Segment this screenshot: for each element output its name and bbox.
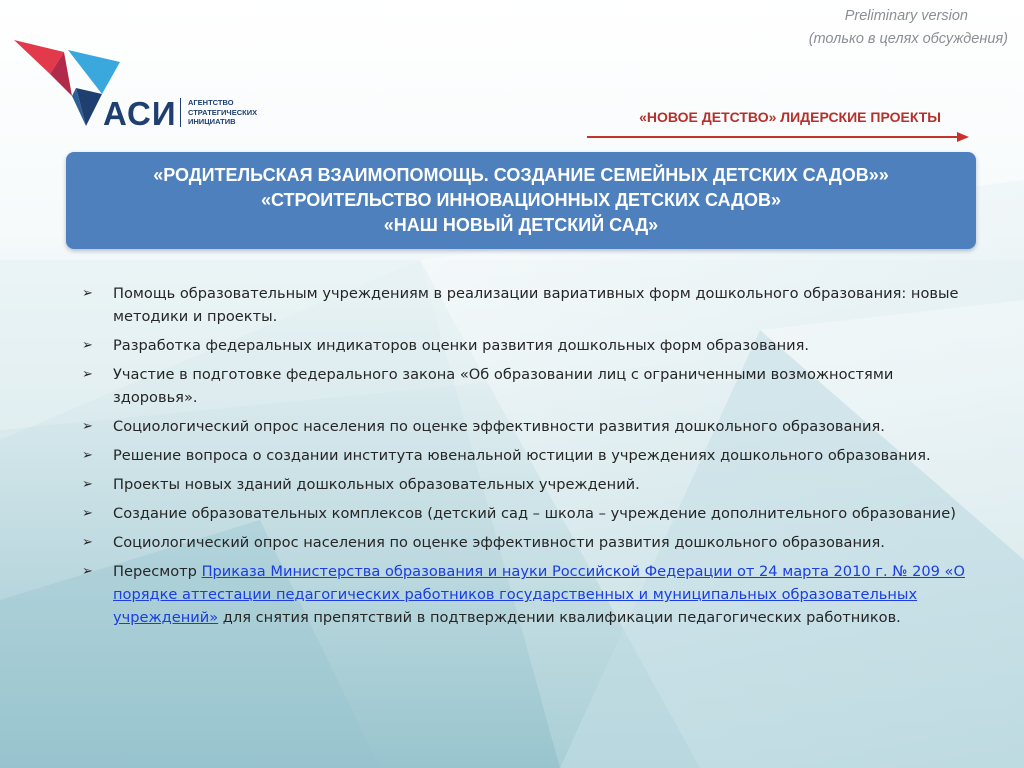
list-item: ➢ Проекты новых зданий дошкольных образовательных учреждений. (82, 473, 972, 496)
banner-line-2: «СТРОИТЕЛЬСТВО ИННОВАЦИОННЫХ ДЕТСКИХ САДОВ» (260, 190, 782, 210)
preliminary-version-label: Preliminary version (844, 8, 968, 24)
list-item: ➢ Пересмотр Приказа Министерства образования и науки Российской Федерации от 24 марта 2010 г. № 209 «О порядке аттестации педагогических работников государственных и муниципальных образовательных учреждений» для снятия препятствий в подтверждении квалификации педагогических работников. (82, 560, 972, 629)
arrow-bullet-icon: ➢ (82, 535, 93, 550)
list-item: ➢ Участие в подготовке федерального закона «Об образовании лиц с ограниченными возможностями здоровья». (82, 363, 972, 409)
arrow-bullet-icon: ➢ (82, 338, 93, 353)
arrow-bullet-icon: ➢ (82, 564, 93, 579)
list-item: ➢ Социологический опрос населения по оценке эффективности развития дошкольного образования. (82, 531, 972, 554)
red-arrow-icon (587, 130, 969, 144)
arrow-bullet-icon: ➢ (82, 286, 93, 301)
discussion-only-label: (только в целях обсуждения) (808, 31, 1008, 47)
banner-line-1: «РОДИТЕЛЬСКАЯ ВЗАИМОПОМОЩЬ. СОЗДАНИЕ СЕМЕЙНЫХ ДЕТСКИХ САДОВ»» (153, 165, 889, 185)
arrow-bullet-icon: ➢ (82, 367, 93, 382)
asi-logo (14, 38, 274, 138)
arrow-bullet-icon: ➢ (82, 506, 93, 521)
list-item: ➢ Разработка федеральных индикаторов оценки развития дошкольных форм образования. (82, 334, 972, 357)
order-209-link[interactable]: Приказа Министерства образования и науки Российской Федерации от 24 марта 2010 г. № 209 «О порядке аттестации педагогических работников государственных и муниципальных образовательных учреждений» (113, 563, 965, 626)
logo-text: АСИ (103, 95, 177, 132)
list-item: ➢ Создание образовательных комплексов (детский сад – школа – учреждение дополнительного образование) (82, 502, 972, 525)
arrow-bullet-icon: ➢ (82, 448, 93, 463)
banner-line-3: «НАШ НОВЫЙ ДЕТСКИЙ САД» (383, 215, 659, 235)
bullet-list (82, 282, 972, 635)
logo-subtitle: АГЕНТСТВО СТРАТЕГИЧЕСКИХ ИНИЦИАТИВ (180, 98, 257, 127)
list-item: ➢ Помощь образовательным учреждениям в реализации вариативных форм дошкольного образования: новые методики и проекты. (82, 282, 972, 328)
list-item: ➢ Социологический опрос населения по оценке эффективности развития дошкольного образования. (82, 415, 972, 438)
project-title: «НОВОЕ ДЕТСТВО» ЛИДЕРСКИЕ ПРОЕКТЫ (639, 109, 941, 125)
list-item: ➢ Решение вопроса о создании института ювенальной юстиции в учреждениях дошкольного образования. (82, 444, 972, 467)
preliminary-note (809, 5, 1008, 51)
arrow-bullet-icon: ➢ (82, 419, 93, 434)
arrow-bullet-icon: ➢ (82, 477, 93, 492)
title-banner (66, 152, 976, 249)
